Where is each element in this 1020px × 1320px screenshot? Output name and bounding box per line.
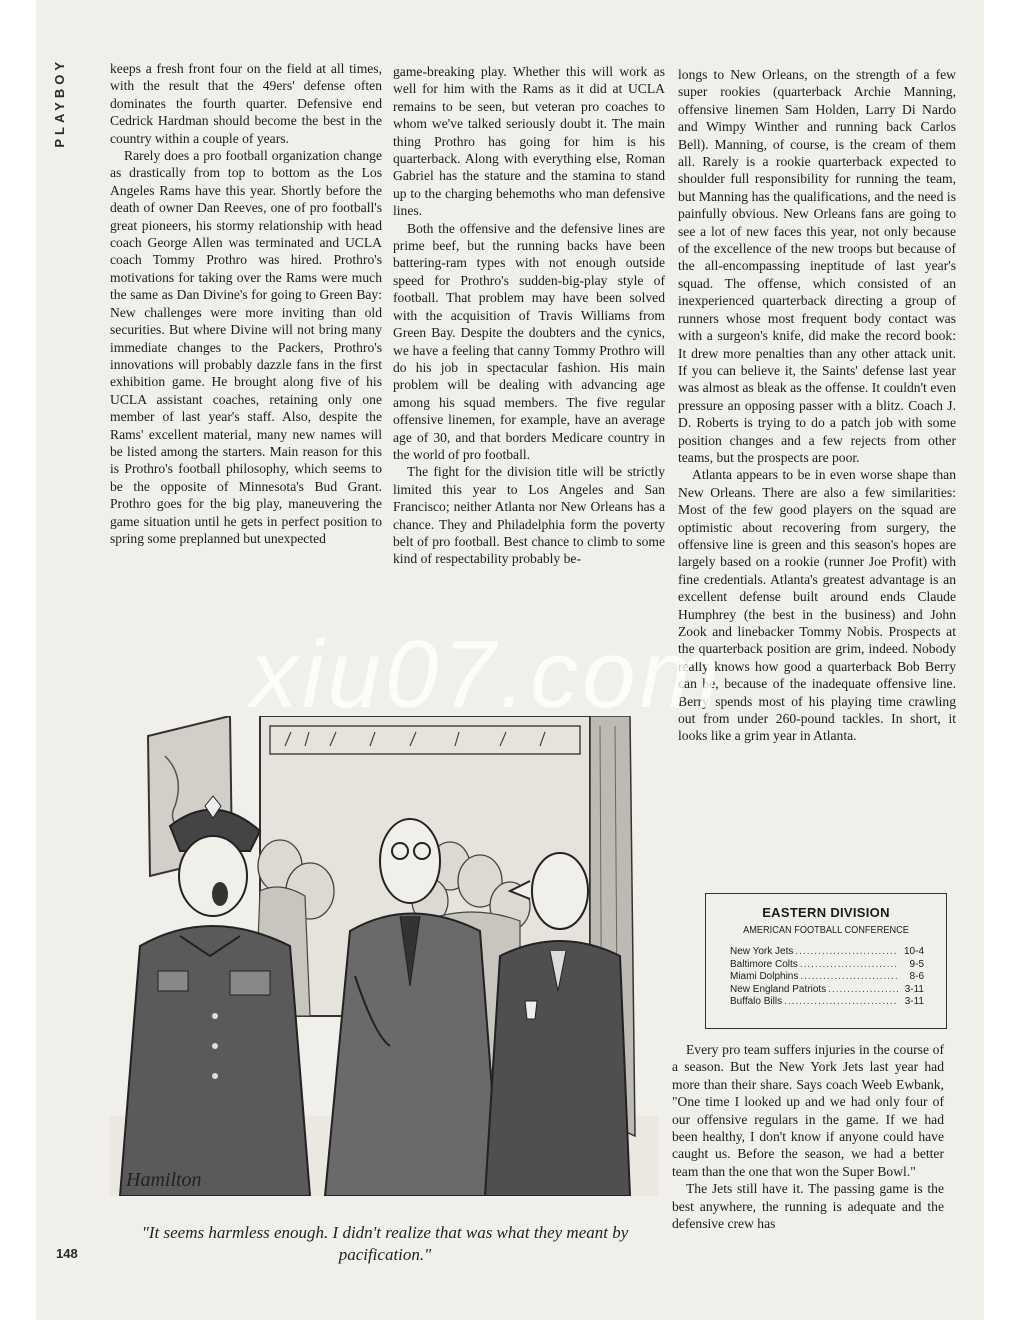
team-name: New York Jets	[730, 946, 794, 957]
team-name: Miami Dolphins	[730, 971, 799, 982]
paragraph: game-breaking play. Whether this will work as well for him with the Rams as it did at UCLA remains to be seen, but veteran pro coaches to whom we've talked seriously doubt it. The main thing Prothro has going for him is his quarterback. Along with everything else, Roman Gabriel has the stature and the stamina to stand up to the charging behemoths who man defensive lines.	[393, 64, 665, 219]
leader-dots	[826, 984, 898, 997]
paragraph: longs to New Orleans, on the strength of a few super rookies (quarterback Archie Manning, offensive linemen Sam Holden, Larry Di Nardo and Wimpy Winther and running back Carlos Bell). Manning, of course, is the cream of them all. Rarely is a rookie quarterback expected to shoulder full responsibility for running the team, but Manning has the qualifications, and the need is painfully obvious. New Orleans fans are going to see a lot of new faces this year, not only because of the excellence of the new troops but because of the all-encompassing ineptitude of last year's squad. The offense, which consisted of an inexperienced quarterback directing a group of runners whose most frequent body contact was with a surgeon's knife, did make the record book: It drew more penalties than any other attack unit. If you can believe it, the Saints' defense last year was almost as bleak as the offense. It couldn't even pressure an opposing passer with a blitz. Coach J. D. Roberts is trying to do a patch job with some position changes and a few rejects from other teams, but the prospects are poor.	[678, 67, 956, 465]
team-record: 3-11	[904, 983, 924, 995]
team-name: New England Patriots	[730, 983, 827, 995]
standings-subtitle: AMERICAN FOOTBALL CONFERENCE	[743, 925, 909, 936]
standings-row	[730, 946, 924, 959]
standings-list	[730, 946, 924, 1009]
cartoon-caption: "It seems harmless enough. I didn't realize that was what they meant by pacification."	[141, 1223, 629, 1264]
team-name: Baltimore Colts	[730, 958, 798, 970]
paragraph: The fight for the division title will be strictly limited this year to Los Angeles and San Francisco; neither Atlanta nor New Orleans has a chance. They and Philadelphia form the poverty belt of pro football. Best chance to climb to some kind of respectability probably be-	[393, 464, 665, 567]
paragraph: The Jets still have it. The passing game is the best anywhere, the running is adequate and the defensive crew has	[672, 1181, 944, 1232]
running-head: PLAYBOY	[52, 58, 67, 148]
standings-row	[730, 959, 924, 972]
standings-row	[730, 971, 924, 984]
text-column-3-continued	[672, 1041, 944, 1232]
team-record: 3-11	[904, 996, 924, 1007]
team-record: 10-4	[903, 946, 924, 957]
standings-title: EASTERN DIVISION	[762, 905, 890, 920]
cartoon-drawing	[110, 716, 658, 1196]
watermark: xiu07.com	[250, 621, 724, 728]
team-record: 9-5	[909, 958, 924, 970]
text-column-1	[110, 60, 382, 547]
leader-dots	[798, 971, 898, 984]
page-number: 148	[56, 1246, 78, 1261]
paragraph: Rarely does a pro football organization change as drastically from top to bottom as the Los Angeles Rams have this year. Shortly before the death of owner Dan Reeves, one of pro football's great pioneers, his stormy relationship with head coach George Allen was terminated and UCLA coach Tommy Prothro was hired. Prothro's motivations for taking over the Rams were much the same as Dan Divine's for going to Green Bay: New challenges were more inviting than old securities. But where Divine will not bring many immediate changes to the Packers, Prothro's innovations will probably dazzle fans in the first exhibition game. He brought along five of his UCLA assistant coaches, retaining only one member of last year's staff. Also, despite the Rams' excellent material, many new names will be listed among the starters. Main reason for this is Prothro's football philosophy, which seems to be the opposite of Minnesota's Bud Grant. Prothro goes for the big play, maneuvering the game situation until he gets in perfect position to spring some preplanned but unexpected	[110, 148, 382, 546]
cartoon-illustration	[110, 716, 658, 1196]
standings-box	[705, 893, 947, 1029]
team-record: 8-6	[909, 971, 924, 982]
paragraph: Atlanta appears to be in even worse shape than New Orleans. There are also a few similarities: Most of the few good players on the squad are optimistic about recovering from surgery, the offensive line is green and this season's hopes are largely based on a rookie (runner Joe Profit) with fine credentials. Atlanta's greatest advantage is an excellent defense built around ends Claude Humphrey (the best in the business) and John Zook and linebacker Tommy Nobis. Prospects at the quarterback position are grim, indeed. Nobody really knows how good a quarterback Bob Berry can be, because of the inadequate offensive line. Berry spends most of his playing time crawling out from under 260-pound tackles. In short, it looks like a grim year in Atlanta.	[678, 467, 956, 744]
paragraph: Both the offensive and the defensive lines are prime beef, but the running backs have been battering-ram types with not enough outside speed for Prothro's sudden-big-play style of football. That problem may have been solved with the acquisition of Travis Williams from Green Bay. Despite the doubters and the cynics, we have a feeling that canny Tommy Prothro will do his job in spectacular fashion. His main problem will be dealing with advancing age among his squad members. The five regular offensive linemen, for example, have an average age of 30, and that borders Medicare country in the world of pro football.	[393, 220, 665, 462]
standings-row	[730, 984, 924, 997]
leader-dots	[782, 996, 898, 1009]
leader-dots	[798, 959, 898, 972]
text-column-3	[678, 66, 956, 745]
leader-dots	[793, 946, 898, 959]
team-name: Buffalo Bills	[730, 996, 783, 1007]
text-column-2	[393, 63, 665, 568]
paragraph: Every pro team suffers injuries in the course of a season. But the New York Jets last year had more than their share. Says coach Weeb Ewbank, "One time I looked up and we had only four of our offensive regulars in the game. If we had been healthy, I don't know if anyone could have caught us. Before the season, we had a better team than the one that won the Super Bowl."	[672, 1042, 944, 1179]
artist-signature: Hamilton	[126, 1169, 202, 1191]
paragraph: keeps a fresh front four on the field at all times, with the result that the 49ers' defense often dominates the fourth quarter. Defensive end Cedrick Hardman should become the best in the country within a couple of years.	[110, 61, 382, 146]
standings-row	[730, 996, 924, 1009]
